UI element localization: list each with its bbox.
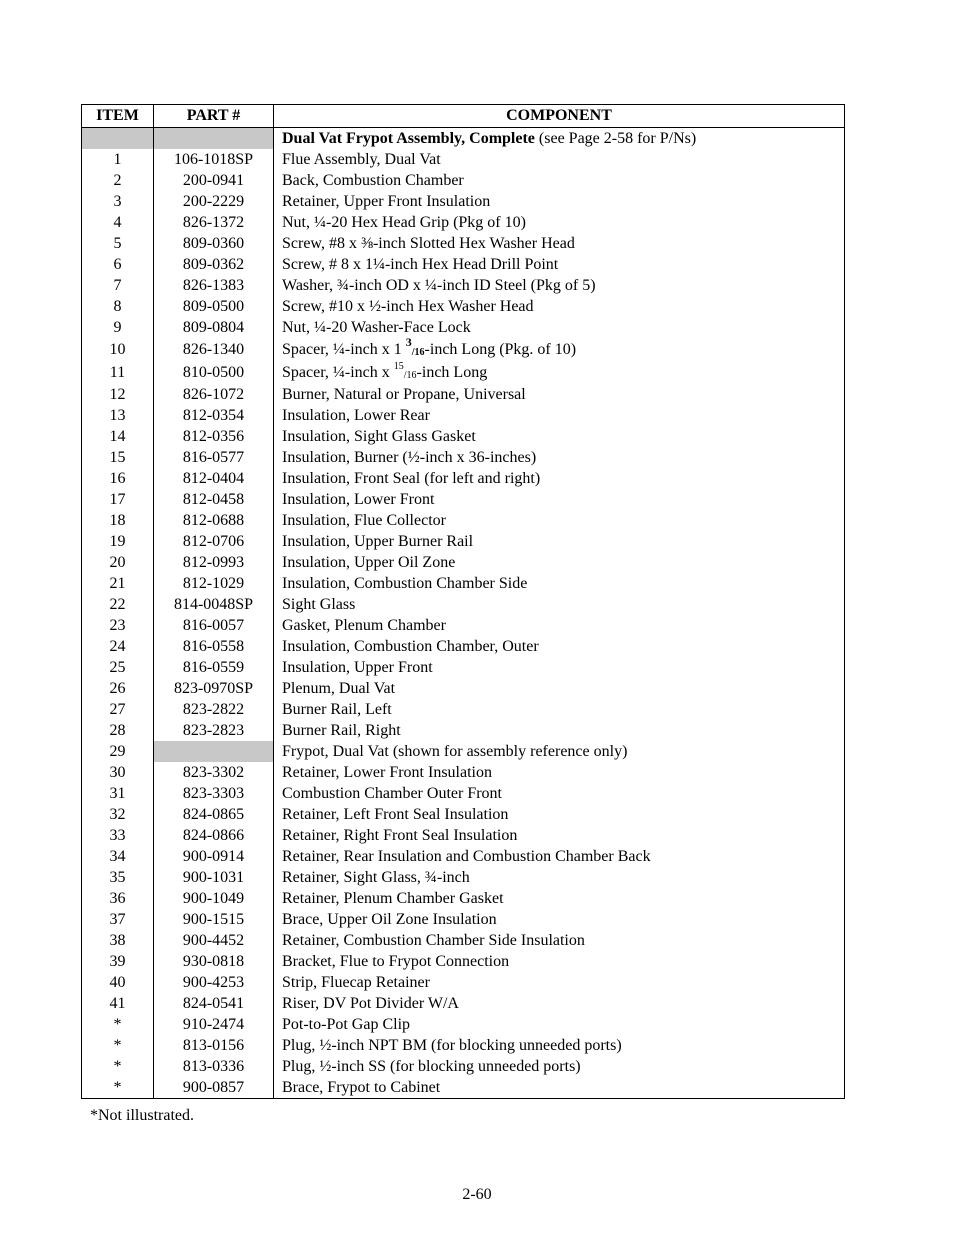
component-cell: Insulation, Upper Burner Rail: [282, 532, 474, 550]
component-cell: Brace, Frypot to Cabinet: [282, 1078, 441, 1096]
component-cell: Retainer, Upper Front Insulation: [282, 192, 491, 210]
component-cell: Screw, #8 x ⅜-inch Slotted Hex Washer Head: [282, 234, 575, 252]
component-cell: Nut, ¼-20 Washer-Face Lock: [282, 318, 471, 336]
item-cell: 8: [82, 296, 154, 317]
header-component: COMPONENT: [274, 105, 845, 128]
part-number-cell: 814-0048SP: [154, 594, 274, 615]
part-number-cell: 900-4253: [154, 972, 274, 993]
table-row: [82, 338, 845, 361]
component-cell: Insulation, Flue Collector: [282, 511, 446, 529]
parts-table: [81, 104, 845, 1099]
item-cell: 37: [82, 909, 154, 930]
component-cell: Retainer, Lower Front Insulation: [282, 763, 492, 781]
part-number-cell: 812-0404: [154, 468, 274, 489]
item-cell: 1: [82, 149, 154, 170]
part-number-cell: 200-0941: [154, 170, 274, 191]
assembly-item-cell: [82, 128, 154, 150]
item-cell: 2: [82, 170, 154, 191]
part-number-cell: 823-2822: [154, 699, 274, 720]
item-cell: 3: [82, 191, 154, 212]
item-cell: 25: [82, 657, 154, 678]
part-number-cell: [154, 741, 274, 762]
table-row: [82, 594, 845, 615]
table-row: [82, 233, 845, 254]
table-row: [82, 699, 845, 720]
part-number-cell: 824-0541: [154, 993, 274, 1014]
page-number: 2-60: [462, 1186, 492, 1203]
item-cell: 15: [82, 447, 154, 468]
part-number-cell: 826-1340: [154, 338, 274, 361]
fraction-numerator: 3: [405, 335, 412, 350]
table-row: [82, 384, 845, 405]
part-number-cell: 813-0336: [154, 1056, 274, 1077]
table-row: [82, 447, 845, 468]
component-cell: Back, Combustion Chamber: [282, 171, 464, 189]
table-row: [82, 1056, 845, 1077]
table-row: [82, 296, 845, 317]
component-cell: Combustion Chamber Outer Front: [282, 784, 502, 802]
component-cell: Retainer, Sight Glass, ¾-inch: [282, 868, 470, 886]
part-number-cell: 809-0804: [154, 317, 274, 338]
part-number-cell: 823-3302: [154, 762, 274, 783]
item-cell: 12: [82, 384, 154, 405]
table-row: [82, 825, 845, 846]
component-cell: Screw, # 8 x 1¼-inch Hex Head Drill Point: [282, 255, 559, 273]
assembly-title: Dual Vat Frypot Assembly, Complete: [282, 129, 535, 147]
part-number-cell: 930-0818: [154, 951, 274, 972]
fraction-numerator: 15: [393, 361, 404, 373]
item-cell: *: [82, 1056, 154, 1077]
part-number-cell: 812-1029: [154, 573, 274, 594]
item-cell: 16: [82, 468, 154, 489]
component-cell: Burner, Natural or Propane, Universal: [282, 385, 526, 403]
table-row: [82, 993, 845, 1014]
part-number-cell: 816-0558: [154, 636, 274, 657]
table-row: [82, 657, 845, 678]
item-cell: *: [82, 1035, 154, 1056]
item-cell: 26: [82, 678, 154, 699]
component-cell: Sight Glass: [282, 595, 356, 613]
part-number-cell: 824-0866: [154, 825, 274, 846]
component-cell: Pot-to-Pot Gap Clip: [282, 1015, 411, 1033]
component-cell: Plug, ½-inch NPT BM (for blocking unneeded ports): [282, 1036, 622, 1054]
component-cell: Frypot, Dual Vat (shown for assembly reference only): [282, 742, 628, 760]
table-row: [82, 972, 845, 993]
component-cell: Retainer, Combustion Chamber Side Insulation: [282, 931, 585, 949]
component-cell: Insulation, Upper Front: [282, 658, 433, 676]
item-cell: 17: [82, 489, 154, 510]
component-cell: Insulation, Front Seal (for left and right): [282, 469, 541, 487]
table-row: [82, 930, 845, 951]
table-row: [82, 468, 845, 489]
component-cell: Bracket, Flue to Frypot Connection: [282, 952, 510, 970]
part-number-cell: 816-0577: [154, 447, 274, 468]
table-row: [82, 149, 845, 170]
component-cell: Nut, ¼-20 Hex Head Grip (Pkg of 10): [282, 213, 526, 231]
item-cell: 7: [82, 275, 154, 296]
assembly-component-cell: [274, 128, 845, 150]
table-row: [82, 317, 845, 338]
table-row: [82, 510, 845, 531]
component-text: Spacer, ¼-inch x 1: [282, 340, 406, 358]
table-row: [82, 1077, 845, 1099]
part-number-cell: 812-0688: [154, 510, 274, 531]
item-cell: 20: [82, 552, 154, 573]
table-row: [82, 405, 845, 426]
part-number-cell: 826-1372: [154, 212, 274, 233]
component-cell: Plug, ½-inch SS (for blocking unneeded ports): [282, 1057, 581, 1075]
item-cell: *: [82, 1014, 154, 1035]
table-row: [82, 636, 845, 657]
assembly-note: (see Page 2-58 for P/Ns): [534, 129, 697, 147]
component-cell: [274, 361, 845, 384]
table-row: [82, 909, 845, 930]
table-row: [82, 191, 845, 212]
component-cell: Strip, Fluecap Retainer: [282, 973, 430, 991]
item-cell: 30: [82, 762, 154, 783]
part-number-cell: 910-2474: [154, 1014, 274, 1035]
component-cell: Retainer, Rear Insulation and Combustion Chamber Back: [282, 847, 651, 865]
table-row: [82, 254, 845, 275]
component-cell: Insulation, Combustion Chamber Side: [282, 574, 528, 592]
table-body: [82, 128, 845, 1099]
header-item: ITEM: [82, 105, 154, 128]
item-cell: 29: [82, 741, 154, 762]
item-cell: 41: [82, 993, 154, 1014]
component-text: -inch Long: [416, 363, 488, 381]
item-cell: 24: [82, 636, 154, 657]
item-cell: 18: [82, 510, 154, 531]
component-cell: Retainer, Plenum Chamber Gasket: [282, 889, 504, 907]
component-cell: Plenum, Dual Vat: [282, 679, 396, 697]
table-row: [82, 361, 845, 384]
component-cell: Insulation, Lower Rear: [282, 406, 430, 424]
table-row: [82, 1035, 845, 1056]
component-cell: Riser, DV Pot Divider W/A: [282, 994, 459, 1012]
table-row: [82, 741, 845, 762]
item-cell: 21: [82, 573, 154, 594]
item-cell: 11: [82, 361, 154, 384]
component-cell: Brace, Upper Oil Zone Insulation: [282, 910, 497, 928]
table-row: [82, 212, 845, 233]
part-number-cell: 823-2823: [154, 720, 274, 741]
component-cell: Insulation, Sight Glass Gasket: [282, 427, 476, 445]
part-number-cell: 809-0500: [154, 296, 274, 317]
part-number-cell: 809-0360: [154, 233, 274, 254]
component-cell: Insulation, Lower Front: [282, 490, 435, 508]
component-text: Spacer, ¼-inch x: [282, 363, 394, 381]
part-number-cell: 812-0706: [154, 531, 274, 552]
item-cell: 6: [82, 254, 154, 275]
part-number-cell: 826-1072: [154, 384, 274, 405]
table-row: [82, 888, 845, 909]
component-cell: Screw, #10 x ½-inch Hex Washer Head: [282, 297, 534, 315]
item-cell: 19: [82, 531, 154, 552]
component-cell: Burner Rail, Right: [282, 721, 401, 739]
component-text: -inch Long (Pkg. of 10): [424, 340, 577, 358]
table-row: [82, 846, 845, 867]
component-cell: Gasket, Plenum Chamber: [282, 616, 446, 634]
table-row: [82, 1014, 845, 1035]
item-cell: 38: [82, 930, 154, 951]
item-cell: 5: [82, 233, 154, 254]
footnote: *Not illustrated.: [90, 1107, 194, 1124]
table-row: [82, 867, 845, 888]
table-row: [82, 615, 845, 636]
item-cell: 35: [82, 867, 154, 888]
part-number-cell: 812-0458: [154, 489, 274, 510]
item-cell: 23: [82, 615, 154, 636]
item-cell: 33: [82, 825, 154, 846]
part-number-cell: 813-0156: [154, 1035, 274, 1056]
component-cell: [274, 335, 845, 361]
item-cell: 39: [82, 951, 154, 972]
assembly-row: [82, 128, 845, 150]
part-number-cell: 824-0865: [154, 804, 274, 825]
part-number-cell: 900-1515: [154, 909, 274, 930]
item-cell: 27: [82, 699, 154, 720]
item-cell: 13: [82, 405, 154, 426]
table-row: [82, 275, 845, 296]
part-number-cell: 812-0354: [154, 405, 274, 426]
table-row: [82, 573, 845, 594]
table-row: [82, 804, 845, 825]
part-number-cell: 900-1049: [154, 888, 274, 909]
part-number-cell: 106-1018SP: [154, 149, 274, 170]
item-cell: 10: [82, 338, 154, 361]
item-cell: 32: [82, 804, 154, 825]
component-cell: Insulation, Upper Oil Zone: [282, 553, 456, 571]
part-number-cell: 810-0500: [154, 361, 274, 384]
table-row: [82, 489, 845, 510]
header-row: [82, 105, 845, 128]
table-row: [82, 531, 845, 552]
header-part: PART #: [154, 105, 274, 128]
fraction-denominator: /16: [403, 369, 417, 381]
table-row: [82, 762, 845, 783]
table-row: [82, 552, 845, 573]
item-cell: 22: [82, 594, 154, 615]
component-cell: Insulation, Combustion Chamber, Outer: [282, 637, 539, 655]
part-number-cell: 826-1383: [154, 275, 274, 296]
part-number-cell: 812-0356: [154, 426, 274, 447]
part-number-cell: 900-1031: [154, 867, 274, 888]
item-cell: *: [82, 1077, 154, 1099]
part-number-cell: 809-0362: [154, 254, 274, 275]
item-cell: 34: [82, 846, 154, 867]
table-row: [82, 720, 845, 741]
component-cell: Retainer, Left Front Seal Insulation: [282, 805, 509, 823]
part-number-cell: 900-0857: [154, 1077, 274, 1099]
table-row: [82, 951, 845, 972]
item-cell: 14: [82, 426, 154, 447]
table-row: [82, 170, 845, 191]
table-row: [82, 426, 845, 447]
item-cell: 40: [82, 972, 154, 993]
item-cell: 4: [82, 212, 154, 233]
item-cell: 28: [82, 720, 154, 741]
part-number-cell: 823-3303: [154, 783, 274, 804]
component-cell: Washer, ¾-inch OD x ¼-inch ID Steel (Pkg of 5): [282, 276, 596, 294]
part-number-cell: 816-0559: [154, 657, 274, 678]
table-row: [82, 783, 845, 804]
assembly-part-cell: [154, 128, 274, 150]
component-cell: Burner Rail, Left: [282, 700, 392, 718]
part-number-cell: 200-2229: [154, 191, 274, 212]
item-cell: 36: [82, 888, 154, 909]
part-number-cell: 823-0970SP: [154, 678, 274, 699]
table-row: [82, 678, 845, 699]
item-cell: 31: [82, 783, 154, 804]
component-cell: Insulation, Burner (½-inch x 36-inches): [282, 448, 537, 466]
part-number-cell: 812-0993: [154, 552, 274, 573]
fraction-denominator: /16: [411, 346, 425, 358]
part-number-cell: 900-0914: [154, 846, 274, 867]
component-cell: Retainer, Right Front Seal Insulation: [282, 826, 518, 844]
component-cell: Flue Assembly, Dual Vat: [282, 150, 441, 168]
part-number-cell: 816-0057: [154, 615, 274, 636]
part-number-cell: 900-4452: [154, 930, 274, 951]
item-cell: 9: [82, 317, 154, 338]
